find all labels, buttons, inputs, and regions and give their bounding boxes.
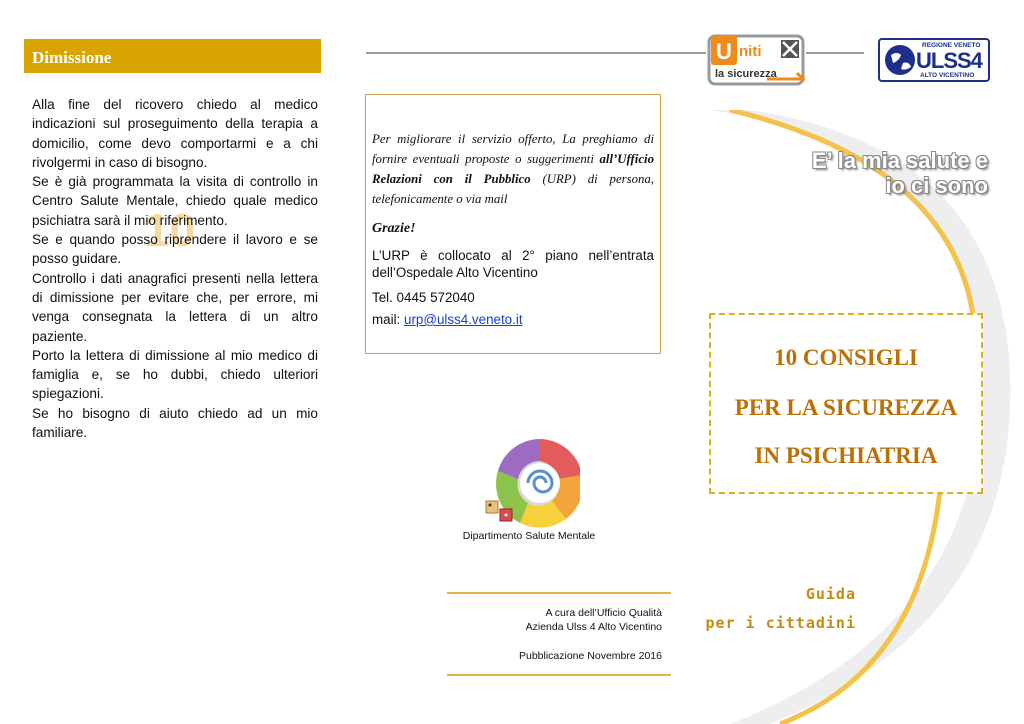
mail-label: mail: [372,312,404,327]
cover-title-line: PER LA SICUREZZA [734,395,958,420]
ulss-region: REGIONE VENETO [922,42,981,49]
slogan-line: io ci sono [885,173,988,198]
urp-email-link[interactable]: urp@ulss4.veneto.it [404,312,523,327]
credits-line: Azienda Ulss 4 Alto Vicentino [525,621,662,633]
department-spiral-logo [470,435,580,535]
divider-line [447,592,671,594]
uniti-logo-letter: U [716,39,732,64]
header-line [806,52,864,54]
urp-location: L’URP è collocato al 2° piano nell’entrata dell’Ospedale Alto Vicentino [372,248,654,280]
uniti-logo-subtitle: la sicurezza [715,68,777,80]
paragraph: Porto la lettera di dimissione al mio medico di famiglia e, se ho dubbi, chiedo ulteriori spiegazioni. [32,347,318,402]
urp-intro [372,129,654,209]
paragraph: Controllo i dati anagrafici presenti nella lettera di dimissione per evitare che, per errore, mi venga consegnata la lettera di un altro paziente. [32,270,318,344]
department-label: Dipartimento Salute Mentale [462,530,596,542]
urp-intro-text-end: (URP) di persona, telefonicamente o via mail [372,172,654,206]
paragraph: Se e quando posso riprendere il lavoro e se posso guidare. [32,232,318,267]
urp-office-name: all’Ufficio Relazioni con il Pubblico [372,152,654,186]
credits [450,606,662,634]
paragraph: Se ho bisogno di aiuto chiedo ad un mio familiare. [32,405,318,441]
header-line [366,52,706,54]
globe-icon [883,43,917,77]
slogan [760,148,988,198]
ulss-area: ALTO VICENTINO [920,72,975,79]
guide-label: Guida [805,585,856,603]
cover-title-box [709,313,983,494]
urp-intro-text: Per migliorare il servizio offerto, La preghiamo di fornire eventuali proposte o suggerimenti [372,132,654,166]
spiral-logo-graphic [486,439,580,528]
urp-telephone: Tel. 0445 572040 [372,290,475,305]
cover-title-line: IN PSICHIATRIA [754,443,938,468]
slogan-line: E’ la mia salute e [811,148,988,173]
dimissione-text [32,95,318,442]
credits-line: A cura dell’Ufficio Qualità [545,607,662,619]
uniti-la-sicurezza-logo [707,33,805,87]
watermark-number: 10 [144,204,196,256]
section-heading-dimissione: Dimissione [24,39,321,73]
uniti-logo-word: niti [739,43,762,60]
ulss4-logo [878,38,990,82]
divider-line [447,674,671,676]
publication-date: Pubblicazione Novembre 2016 [518,650,662,662]
paragraph: Se è già programmata la visita di controllo in Centro Salute Mentale, chiedo quale medico psichiatra sarà il mio riferimento. [32,174,318,228]
urp-mail [372,312,654,327]
paragraph: Alla fine del ricovero chiedo al medico indicazioni sul proseguimento della terapia a domicilio, come devo comportarmi e a chi rivolgermi in caso di bisogno. [32,97,318,170]
cover-title-line: 10 CONSIGLI [774,345,918,370]
audience-label: per i cittadini [705,614,856,632]
ulss-name: ULSS4 [916,48,982,73]
urp-info-box [365,94,661,354]
thanks-text: Grazie! [372,221,416,236]
